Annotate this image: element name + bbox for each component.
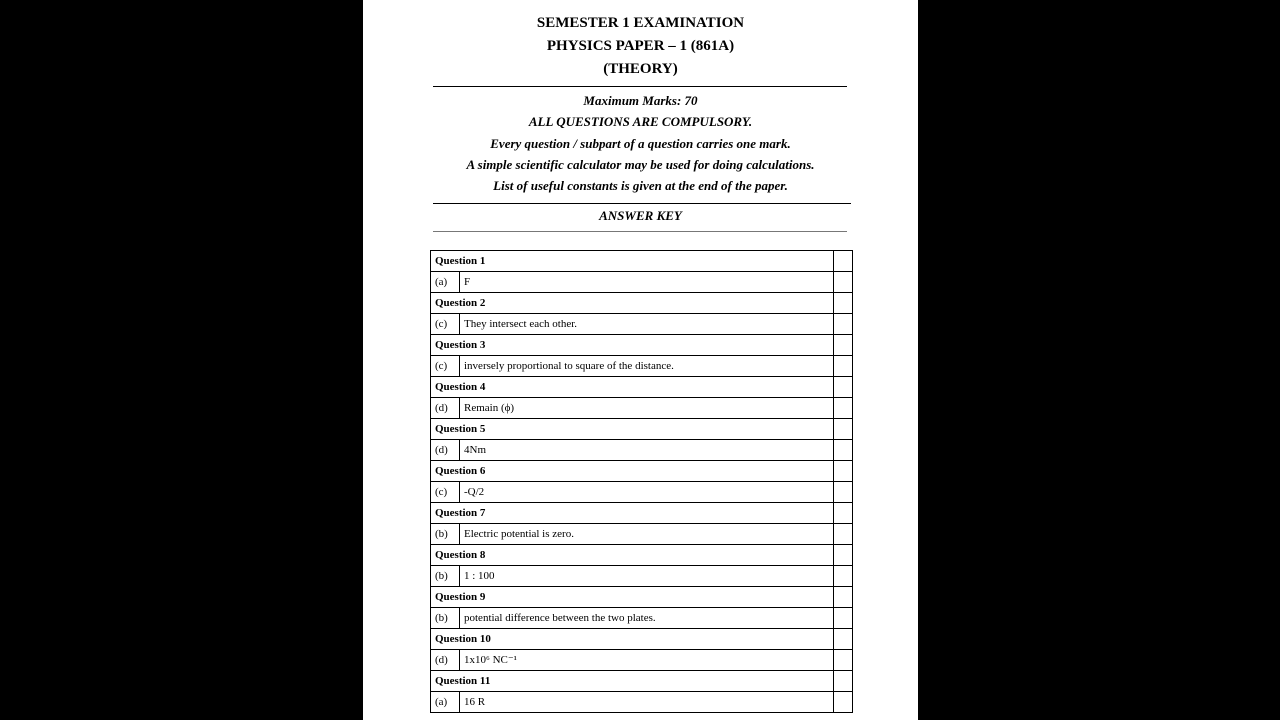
marks-cell bbox=[834, 356, 853, 377]
question-row bbox=[431, 335, 853, 356]
question-row bbox=[431, 251, 853, 272]
answer-option: (c) bbox=[431, 482, 460, 503]
answer-key-title: ANSWER KEY bbox=[599, 208, 682, 223]
paper-title: PHYSICS PAPER – 1 (861A) bbox=[546, 38, 735, 54]
constants-note: List of useful constants is given at the end of the paper. bbox=[493, 178, 788, 193]
instructions-divider bbox=[433, 203, 851, 204]
marks-cell bbox=[834, 293, 853, 314]
answer-row bbox=[431, 272, 853, 293]
marks-cell bbox=[834, 608, 853, 629]
answer-text: 1 : 100 bbox=[460, 566, 834, 587]
question-label: Question 10 bbox=[431, 629, 834, 650]
answer-text: inversely proportional to square of the distance. bbox=[460, 356, 834, 377]
answer-option: (c) bbox=[431, 314, 460, 335]
answer-option: (d) bbox=[431, 398, 460, 419]
answer-option: (a) bbox=[431, 272, 460, 293]
answer-text: potential difference between the two plates. bbox=[460, 608, 834, 629]
question-row bbox=[431, 461, 853, 482]
answer-row bbox=[431, 314, 853, 335]
answer-option: (c) bbox=[431, 356, 460, 377]
question-label: Question 1 bbox=[431, 251, 834, 272]
answer-row bbox=[431, 566, 853, 587]
question-row bbox=[431, 587, 853, 608]
answer-row bbox=[431, 440, 853, 461]
answer-row bbox=[431, 692, 853, 713]
answer-row bbox=[431, 524, 853, 545]
marks-cell bbox=[834, 398, 853, 419]
document-page bbox=[363, 0, 918, 720]
marks-cell bbox=[834, 335, 853, 356]
question-row bbox=[431, 503, 853, 524]
marks-cell bbox=[834, 503, 853, 524]
question-label: Question 3 bbox=[431, 335, 834, 356]
marks-cell bbox=[834, 545, 853, 566]
question-label: Question 2 bbox=[431, 293, 834, 314]
question-row bbox=[431, 671, 853, 692]
marks-cell bbox=[834, 566, 853, 587]
marks-cell bbox=[834, 650, 853, 671]
answer-text: Electric potential is zero. bbox=[460, 524, 834, 545]
header-divider bbox=[433, 86, 847, 87]
answer-option: (b) bbox=[431, 566, 460, 587]
question-row bbox=[431, 293, 853, 314]
exam-title: SEMESTER 1 EXAMINATION bbox=[536, 15, 745, 31]
answer-key-divider bbox=[433, 231, 847, 232]
answer-row bbox=[431, 398, 853, 419]
answer-text: F bbox=[460, 272, 834, 293]
answer-option: (b) bbox=[431, 524, 460, 545]
question-label: Question 11 bbox=[431, 671, 834, 692]
question-row bbox=[431, 545, 853, 566]
answer-key-table bbox=[430, 250, 853, 713]
answer-text: -Q/2 bbox=[460, 482, 834, 503]
answer-option: (d) bbox=[431, 440, 460, 461]
compulsory-note: ALL QUESTIONS ARE COMPULSORY. bbox=[528, 114, 753, 129]
marks-cell bbox=[834, 629, 853, 650]
marks-cell bbox=[834, 461, 853, 482]
marks-cell bbox=[834, 692, 853, 713]
answer-text: They intersect each other. bbox=[460, 314, 834, 335]
marks-cell bbox=[834, 482, 853, 503]
answer-row bbox=[431, 482, 853, 503]
answer-text: 16 R bbox=[460, 692, 834, 713]
question-label: Question 6 bbox=[431, 461, 834, 482]
marks-cell bbox=[834, 419, 853, 440]
answer-option: (a) bbox=[431, 692, 460, 713]
marks-cell bbox=[834, 440, 853, 461]
marks-cell bbox=[834, 251, 853, 272]
marks-cell bbox=[834, 671, 853, 692]
answer-row bbox=[431, 356, 853, 377]
question-row bbox=[431, 377, 853, 398]
question-row bbox=[431, 419, 853, 440]
question-label: Question 4 bbox=[431, 377, 834, 398]
answer-text: Remain (ϕ) bbox=[460, 398, 834, 419]
answer-text: 1x10⁶ NC⁻¹ bbox=[460, 650, 834, 671]
answer-option: (d) bbox=[431, 650, 460, 671]
one-mark-note: Every question / subpart of a question carries one mark. bbox=[490, 136, 791, 151]
marks-cell bbox=[834, 272, 853, 293]
answer-text: 4Nm bbox=[460, 440, 834, 461]
answer-row bbox=[431, 650, 853, 671]
calculator-note: A simple scientific calculator may be used for doing calculations. bbox=[466, 157, 815, 172]
answer-option: (b) bbox=[431, 608, 460, 629]
question-label: Question 5 bbox=[431, 419, 834, 440]
marks-cell bbox=[834, 377, 853, 398]
marks-cell bbox=[834, 587, 853, 608]
paper-type: (THEORY) bbox=[603, 61, 678, 77]
marks-cell bbox=[834, 314, 853, 335]
question-label: Question 9 bbox=[431, 587, 834, 608]
max-marks: Maximum Marks: 70 bbox=[583, 93, 698, 108]
question-label: Question 7 bbox=[431, 503, 834, 524]
question-label: Question 8 bbox=[431, 545, 834, 566]
question-row bbox=[431, 629, 853, 650]
answer-row bbox=[431, 608, 853, 629]
marks-cell bbox=[834, 524, 853, 545]
